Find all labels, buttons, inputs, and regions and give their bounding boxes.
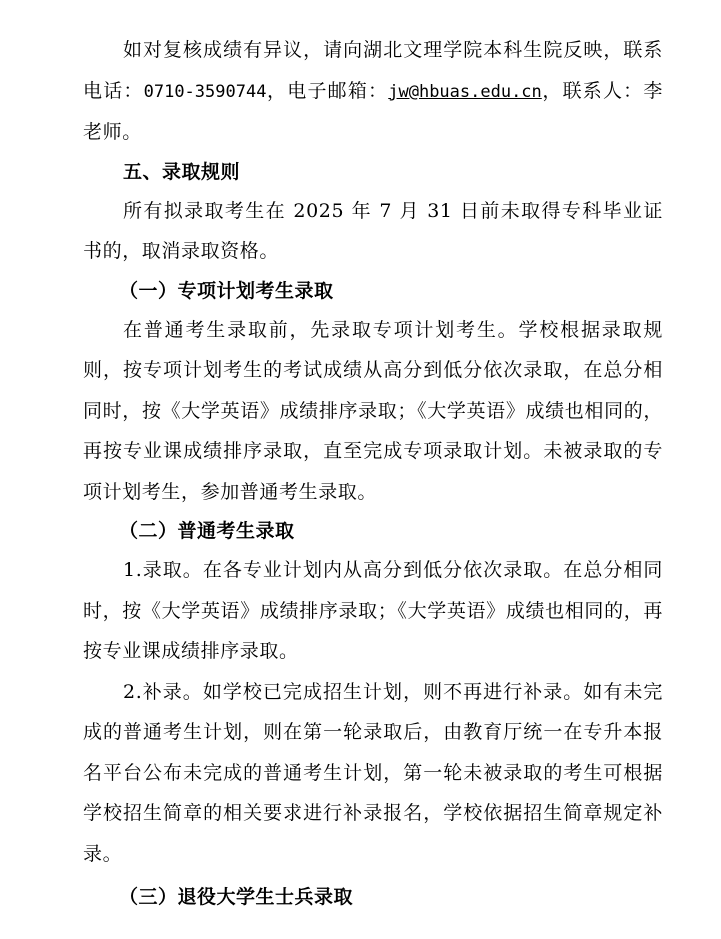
subheading-regular-admission: （二）普通考生录取 — [119, 520, 295, 542]
regular-admission-item-2: 2.补录。如学校已完成招生计划，则不再进行补录。如有未完成的普通考生计划，则在第一轮录取后，由教育厅统一在专升本报名平台公布未完成的普通考生计划，第一轮未被录取的考生可根据学校招生简章的相关要求进行补录报名，学校依据招生简章规定补录。 — [83, 680, 663, 865]
regular-admission-item-1: 1.录取。在各专业计划内从高分到低分依次录取。在总分相同时，按《大学英语》成绩排序录取；《大学英语》成绩也相同的，再按专业课成绩排序录取。 — [83, 559, 663, 662]
contact-text: 如对复核成绩有异议，请向湖北文理学院本科生院反映，联系电话： — [83, 39, 663, 102]
email-label: ，电子邮箱： — [266, 79, 389, 102]
contact-phone: 0710-3590744 — [143, 81, 267, 102]
subheading-veteran-admission: （三）退役大学生士兵录取 — [119, 886, 354, 908]
admission-rules-intro: 所有拟录取考生在 2025 年 7 月 31 日前未取得专科毕业证书的，取消录取资格。 — [83, 199, 663, 262]
document-page — [83, 30, 663, 916]
section-heading-admission-rules: 五、录取规则 — [123, 160, 241, 183]
contact-person: ，联系人：李老师。 — [83, 79, 663, 143]
subheading-special-plan: （一）专项计划考生录取 — [119, 279, 334, 302]
email-link[interactable]: jw@hbuas.edu.cn — [388, 81, 542, 102]
contact-paragraph — [83, 30, 663, 153]
special-plan-body: 在普通考生录取前，先录取专项计划考生。学校根据录取规则，按专项计划考生的考试成绩从高分到低分依次录取，在总分相同时，按《大学英语》成绩排序录取；《大学英语》成绩也相同的，再按专业课成绩排序录取，直至完成专项录取计划。未被录取的专项计划考生，参加普通考生录取。 — [83, 318, 663, 503]
